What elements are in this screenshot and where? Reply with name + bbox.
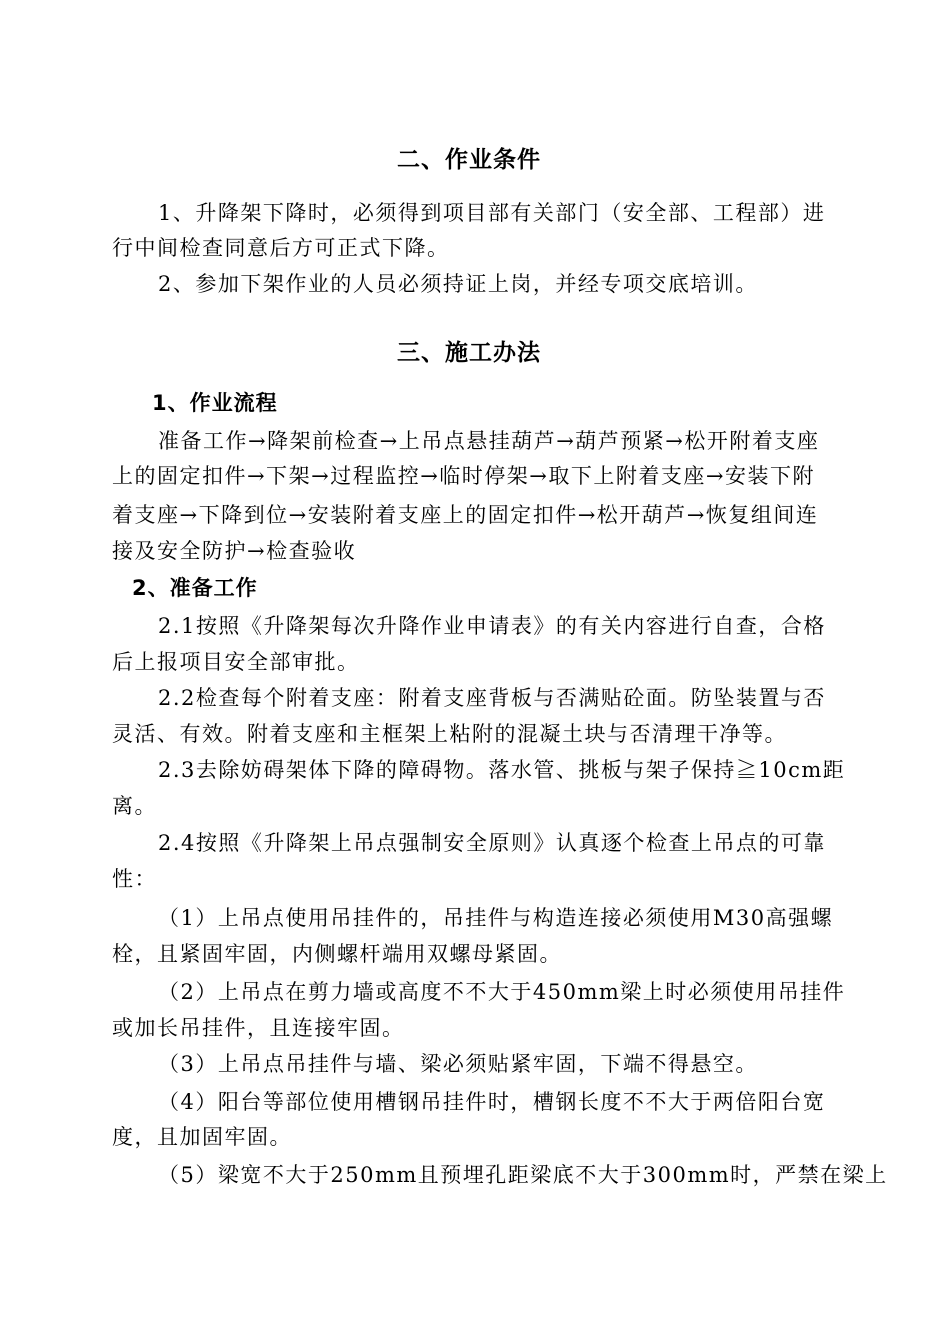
s5-line1: （5）梁宽不大于250mm且预埋孔距梁底不大于300mm时，严禁在梁上 — [158, 1163, 888, 1187]
section2-item2: 2、参加下架作业的人员必须持证上岗，并经专项交底培训。 — [158, 272, 758, 296]
flow-line4: 接及安全防护→检查验收 — [112, 539, 357, 563]
s2-line1: （2）上吊点在剪力墙或高度不不大于450mm梁上时必须使用吊挂件 — [158, 980, 846, 1004]
p22-line1: 2.2检查每个附着支座：附着支座背板与否满贴砼面。防坠装置与否 — [158, 686, 826, 710]
s4-line1: （4）阳台等部位使用槽钢吊挂件时，槽钢长度不不大于两倍阳台宽 — [158, 1090, 826, 1114]
p22-line2: 灵活、有效。附着支座和主框架上粘附的混凝土块与否清理干净等。 — [112, 722, 787, 746]
p21-line1: 2.1按照《升降架每次升降作业申请表》的有关内容进行自查，合格 — [158, 614, 826, 638]
s2-line2: 或加长吊挂件，且连接牢固。 — [112, 1016, 405, 1040]
s3-line1: （3）上吊点吊挂件与墙、梁必须贴紧牢固，下端不得悬空。 — [158, 1052, 758, 1076]
s4-line2: 度，且加固牢固。 — [112, 1125, 292, 1149]
flow-line3: 着支座→下降到位→安装附着支座上的固定扣件→松开葫芦→恢复组间连 — [112, 503, 819, 527]
flow-line1: 准备工作→降架前检查→上吊点悬挂葫芦→葫芦预紧→松开附着支座 — [158, 429, 820, 453]
section2-item1-line1: 1、升降架下降时，必须得到项目部有关部门（安全部、工程部）进 — [158, 201, 826, 225]
prep-heading: 2、准备工作 — [132, 576, 258, 600]
p24-line2: 性： — [112, 867, 157, 891]
p24-line1: 2.4按照《升降架上吊点强制安全原则》认真逐个检查上吊点的可靠 — [158, 831, 826, 855]
flow-line2: 上的固定扣件→下架→过程监控→临时停架→取下上附着支座→安装下附 — [112, 464, 815, 488]
section2-title: 二、作业条件 — [397, 147, 541, 173]
s1-line2: 栓，且紧固牢固，内侧螺杆端用双螺母紧固。 — [112, 942, 562, 966]
p23-line1: 2.3去除妨碍架体下降的障碍物。落水管、挑板与架子保持≧10cm距 — [158, 758, 846, 782]
p21-line2: 后上报项目安全部审批。 — [112, 650, 360, 674]
s1-line1: （1）上吊点使用吊挂件的，吊挂件与构造连接必须使用M30高强螺 — [158, 906, 834, 930]
flow-heading: 1、作业流程 — [152, 391, 278, 415]
p23-line2: 离。 — [112, 794, 157, 818]
section3-title: 三、施工办法 — [397, 340, 541, 366]
section2-item1-line2: 行中间检查同意后方可正式下降。 — [112, 236, 450, 260]
